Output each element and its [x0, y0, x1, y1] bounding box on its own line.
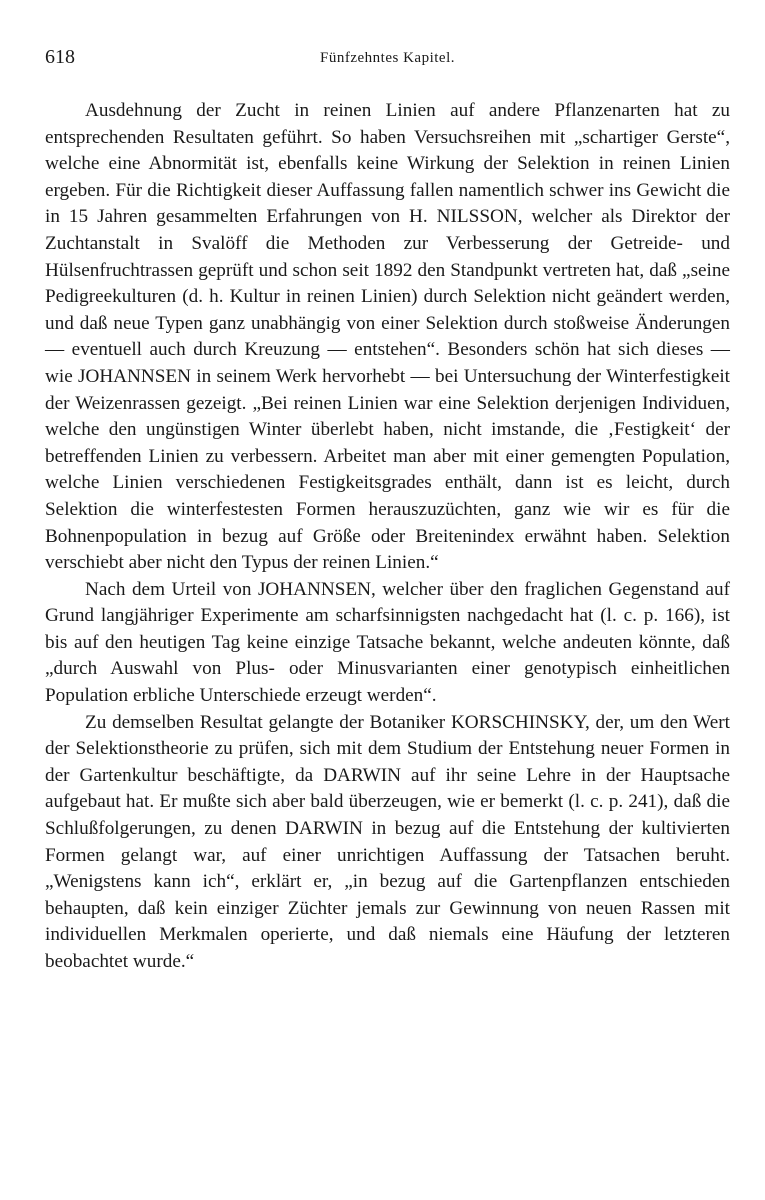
paragraph-2: Nach dem Urteil von JOHANNSEN, welcher über den fraglichen Gegenstand auf Grund langjähriger Experimente am scharfsinnigsten nachgedacht hat (l. c. p. 166), ist bis auf den heutigen Tag keine einzige Tatsache bekannt, welche andeuten könnte, daß „durch Auswahl von Plus- oder Minusvarianten einer genotypisch einheitlichen Population erbliche Unterschiede erzeugt werden“.	[45, 578, 730, 707]
page-number: 618	[45, 46, 75, 68]
running-head: Fünfzehntes Kapitel.	[320, 50, 455, 66]
book-page	[45, 46, 730, 976]
paragraph-1: Ausdehnung der Zucht in reinen Linien auf andere Pflanzenarten hat zu entsprechenden Resultaten geführt. So haben Versuchsreihen mit „schartiger Gerste“, welche eine Abnormität ist, ebenfalls keine Wirkung der Selektion in reinen Linien ergeben. Für die Richtigkeit dieser Auffassung fallen namentlich schwer ins Gewicht die in 15 Jahren gesammelten Erfahrungen von H. NILSSON, welcher als Direktor der Zuchtanstalt in Svalöff die Methoden zur Verbesserung der Getreide- und Hülsenfruchtrassen geprüft und schon seit 1892 den Standpunkt vertreten hat, daß „seine Pedigreekulturen (d. h. Kultur in reinen Linien) durch Selektion nicht geändert werden, und daß neue Typen ganz unabhängig von einer Selektion durch stoßweise Änderungen — eventuell auch durch Kreuzung — entstehen“. Besonders schön hat sich dieses — wie JOHANNSEN in seinem Werk hervorhebt — bei Untersuchung der Winterfestigkeit der Weizenrassen gezeigt. „Bei reinen Linien war eine Selektion derjenigen Individuen, welche den ungünstigen Winter überlebt haben, nicht imstande, die ‚Festigkeit‘ der betreffenden Linien zu verbessern. Arbeitet man aber mit einer gemengten Population, welche Linien verschiedenen Festigkeitsgrades enthält, dann ist es leicht, durch Selektion die winterfestesten Formen herauszuzüchten, ganz wie wir es für die Bohnenpopulation in bezug auf Größe oder Breitenindex erwähnt haben. Selektion verschiebt aber nicht den Typus der reinen Linien.“	[45, 100, 730, 574]
body-text	[45, 98, 730, 976]
paragraph-3: Zu demselben Resultat gelangte der Botaniker KORSCHINSKY, der, um den Wert der Selektionstheorie zu prüfen, sich mit dem Studium der Entstehung neuer Formen in der Gartenkultur beschäftigte, da DARWIN auf ihr seine Lehre in der Hauptsache aufgebaut hat. Er mußte sich aber bald überzeugen, wie er bemerkt (l. c. p. 241), daß die Schlußfolgerungen, zu denen DARWIN in bezug auf die Entstehung der kultivierten Formen gelangt war, auf einer unrichtigen Auffassung der Tatsachen beruht. „Wenigstens kann ich“, erklärt er, „in bezug auf die Gartenpflanzen entschieden behaupten, daß kein einziger Züchter jemals zur Gewinnung von neuen Rassen mit individuellen Merkmalen operierte, und daß niemals eine Häufung der letzteren beobachtet wurde.“	[45, 711, 730, 972]
page-header	[45, 46, 730, 76]
